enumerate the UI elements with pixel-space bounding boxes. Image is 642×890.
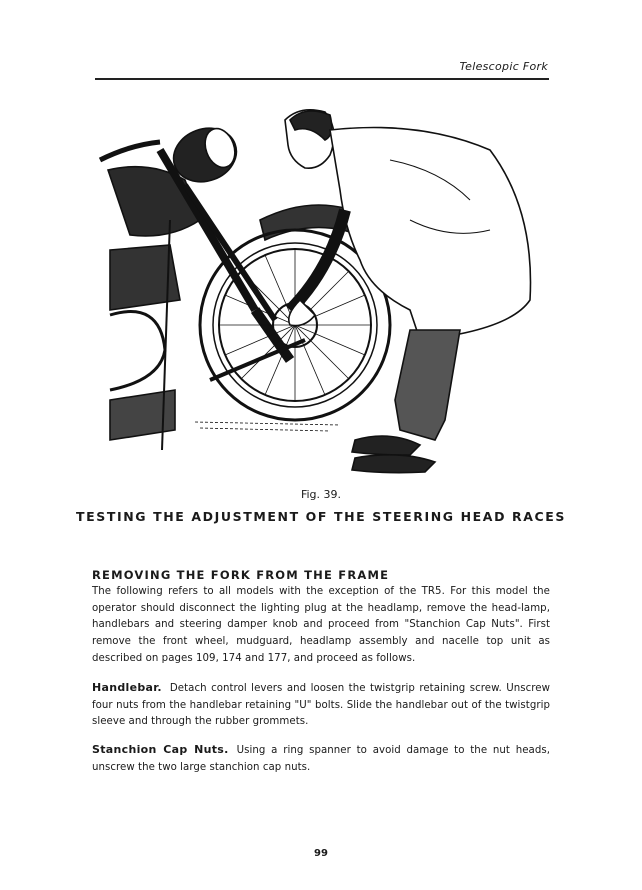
lever-tool: [210, 340, 305, 380]
page-number: 99: [314, 848, 328, 859]
handlebar-paragraph: [92, 680, 550, 731]
handlebar-title: Handlebar.: [92, 681, 162, 694]
header-rule: [95, 78, 549, 80]
figure-number: Fig. 39.: [300, 488, 342, 501]
mechanic-illustration: [285, 110, 531, 473]
stanchion-cap-nuts-paragraph: [92, 742, 550, 776]
intro-paragraph: The following refers to all models with the exception of the TR5. For this model the operator should disconnect the lighting plug at the headlamp, remove the head-lamp, handlebars and steering damper knob and proceed from "Stanchion Cap Nuts". First remove the front wheel, mudguard, headlamp assembly and nacelle top unit as described on pages 109, 174 and 177, and proceed as follows.: [92, 586, 550, 664]
figure-caption: TESTING THE ADJUSTMENT OF THE STEERING HEAD RACES: [75, 509, 567, 524]
running-head: Telescopic Fork: [459, 60, 548, 73]
section-heading: REMOVING THE FORK FROM THE FRAME: [92, 568, 390, 582]
handlebar-text: Detach control levers and loosen the twistgrip retaining screw. Unscrew four nuts from the handlebar retaining "U" bolts. Slide the handlebar out of the twistgrip sleeve and through the rubber grommets.: [92, 683, 550, 728]
stanchion-cap-nuts-text: Using a ring spanner to avoid damage to the nut heads, unscrew the two large stanchion cap nuts.: [92, 745, 550, 773]
stanchion-cap-nuts-title: Stanchion Cap Nuts.: [92, 743, 229, 756]
figure-illustration: [90, 100, 560, 480]
